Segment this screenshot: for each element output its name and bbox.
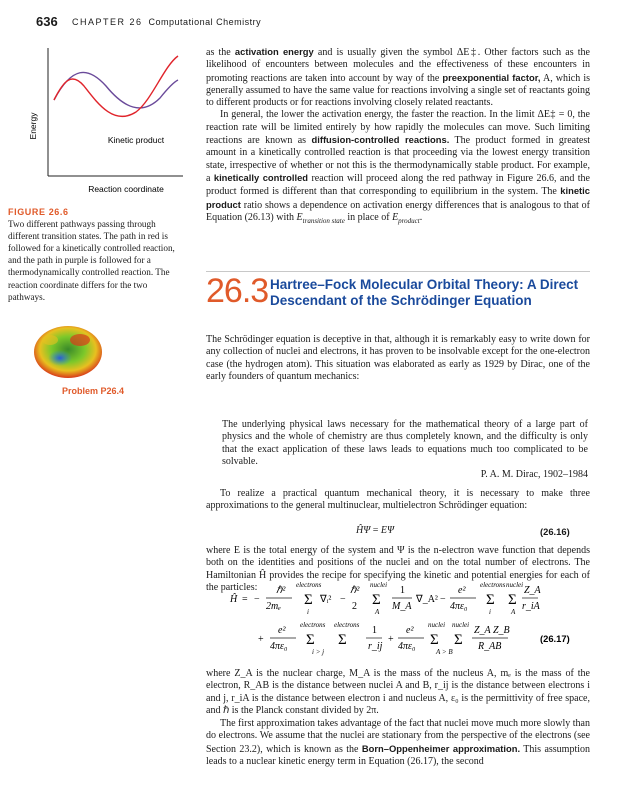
eq2-ZAZB: Z_A Z_B [474,625,510,636]
term-activation-energy: activation energy [234,46,314,57]
paragraph-3: The Schrödinger equation is deceptive in that, although it is remarkably easy to write down for any collection of nuclei and electrons, it has proven to be insolvable except for the one-electron case (the hydrogen atom). This situation was elaborated as early as 1929 by Dirac, one of the early founders of quantum mechanics: [206,334,590,382]
eq2-equals: = [242,594,248,605]
thermodynamic-path-curve [54,72,178,108]
eq2-4pieps-2: 4πε₀ [270,641,288,652]
intro-paragraphs [206,46,590,227]
chapter-label: CHAPTER 26 [72,17,143,27]
p2-text-2: The product formed in greatest amount in a kinetically controlled reaction is that proceeding via the lowest energy transition state, irrespective of whether or not this is the thermodynamically stable product. For example, a [206,135,590,184]
eq2-ZA: Z_A [524,585,541,596]
p2-subscript-1: transition state [302,216,345,225]
equation-number-26-16: (26.16) [540,526,570,537]
eq2-one-1: 1 [400,585,405,596]
paragraph-6: where Z_A is the nuclear charge, M_A is the mass of the nucleus A, mₑ is the mass of the electron, R_AB is the distance between nuclei A and B, r_ij is the distance between electrons i and j, r_iA is the distance between electron i and nucleus A, ε₀ is the permittivity of free space, and ℏ is the Planck constant divided by 2π. [206,668,590,716]
eq2-4pieps-3: 4πε₀ [398,641,416,652]
eq2-MA: M_A [392,601,412,612]
eq2-riA: r_iA [522,601,540,612]
term-kinetically-controlled: kinetically controlled [213,171,309,183]
eq2-sum-label-electrons-1: electrons [296,581,322,589]
eq1-equals: = [372,525,379,536]
eq2-sum-index-i-2: i [489,608,491,616]
eq2-e2-3: e² [406,625,414,636]
p2-text-1: In general, the lower the activation energy, the faster the reaction. In the limit ΔE‡ = 0, the reaction rate will be limited entirely by how rapidly the molecules can move. Such limiting reactions are known as [206,109,590,147]
quote-attribution: P. A. M. Dirac, 1902–1984 [480,469,588,480]
eq2-sum-6: Σ [338,632,347,648]
term-kinetic-product: kinetic product [206,185,590,210]
energy-diagram-figure [28,46,188,196]
chapter-title: Computational Chemistry [148,17,262,27]
figure-caption-label: FIGURE 26.6 [8,207,69,217]
eq2-sum-index-A-2: A [511,608,516,616]
equation-number-26-17: (26.17) [540,633,570,644]
eq2-e2-2: e² [278,625,286,636]
eq2-sum-index-i-1: i [307,608,309,616]
eq2-minus-2: − [340,594,346,605]
eq2-hbar2-1: ℏ² [276,585,286,596]
x-axis-label: Reaction coordinate [88,184,164,194]
paragraph-1 [206,46,590,109]
eq2-sum-label-nuclei-2: nuclei [506,581,524,589]
paragraph-5: where E is the total energy of the system and Ψ is the n-electron wave function that depends both on the identities and positions of the nuclei and on the total number of electrons. The Hamiltonian Ĥ provides the recipe for specifying the kinetic and potential energies for each of the particles: [206,545,590,593]
eq2-sum-4: Σ [508,592,517,608]
eq1-psi: Ψ [363,525,371,536]
equation-26-16 [356,525,394,536]
paragraph-2 [206,109,590,227]
p7-text-1: The first approximation takes advantage of the fact that nuclei move much more slowly than do electrons. We assume that the nuclei are stationary from the perspective of the electrons (see Section 23.2), which is known as the [206,718,590,755]
section-title: Hartree–Fock Molecular Orbital Theory: A Direct Descendant of the Schrödinger Equation [270,277,579,308]
running-header [72,17,261,27]
eq2-sum-label-electrons-4: electrons [334,621,360,629]
p1-text-3: A, which is generally assumed to have the same value for reactions involving a single set of reactants going to different products or for reactions involving closely related reactants. [206,72,590,109]
eq1-rhs: EΨ [380,525,395,536]
eq2-sum-8: Σ [454,632,463,648]
eq2-minus-3: − [440,594,446,605]
p2-text-6: . [419,211,423,223]
p2-subscript-2: product [398,216,420,225]
figure-caption [8,206,184,303]
p2-e-symbol-1: E [296,211,303,223]
p2-text-5: in place of [344,211,393,223]
eq2-sum-index-A-1: A [375,608,380,616]
eq2-minus-1: − [254,594,260,605]
p2-text-4: ratio shows a dependence on activation energy differences that is analogous to that of Equation (26.13) with [206,199,590,223]
figure-caption-text: Two different pathways passing through different transition states. The path in red is followed for a kinetically controlled reaction, and the path in purple is followed for a thermodynamically controlled reaction. The reaction coordinate differs for the two pathways. [8,219,175,302]
curve-label: Kinetic product [107,135,165,145]
eq2-4pieps-1: 4πε₀ [450,601,468,612]
term-born-oppenheimer: Born–Oppenheimer approximation. [361,742,521,754]
eq2-RAB: R_AB [478,641,502,652]
eq2-sum-5: Σ [306,632,315,648]
paragraph-7 [206,718,590,768]
eq2-nabla-A: ∇_A² [416,594,438,605]
eq2-rij: r_ij [368,641,383,652]
p2-text-3: reaction will proceed along the red pathway in Figure 26.6, and the product formed is different than that corresponding to equilibrium in the system. The [206,172,590,198]
eq2-sum-index-i-gt-j: i > j [312,648,325,656]
eq2-sum-label-electrons-3: electrons [300,621,326,629]
eq2-sum-label-nuclei-1: nuclei [370,581,388,589]
paragraph-4: To realize a practical quantum mechanical theory, it is necessary to make three approximations to the general multinuclear, multielectron Schrödinger equation: [206,488,590,512]
kinetic-path-curve [54,56,178,116]
eq2-e2-1: e² [458,585,466,596]
eq2-two: 2 [352,601,357,612]
eq2-sum-3: Σ [486,592,495,608]
electrostatic-potential-molecule-image [30,318,106,384]
eq2-hbar2-2: ℏ² [350,585,360,596]
eq2-sum-7: Σ [430,632,439,648]
p2-e-symbol-2: E [392,211,399,223]
eq2-sum-label-nuclei-4: nuclei [452,621,470,629]
eq2-sum-label-electrons-2: electrons [480,581,506,589]
eq1-hamiltonian: Ĥ [356,525,364,536]
eq2-plus-1: + [258,634,264,645]
eq2-one-2: 1 [372,625,377,636]
eq2-plus-2: + [388,634,394,645]
p1-text-1: as the [206,47,235,58]
eq2-sum-1: Σ [304,592,313,608]
eq2-sum-index-A-gt-B: A > B [436,648,453,656]
problem-label: Problem P26.4 [62,386,125,396]
p7-text-2: This assumption leads to a nuclear kinetic energy term in Equation (26.17), the second [206,743,590,767]
term-preexponential-factor: preexponential factor, [442,71,541,83]
eq2-sum-2: Σ [372,592,381,608]
eq2-2me: 2mₑ [266,601,281,612]
eq2-hamiltonian: Ĥ [230,594,238,605]
y-axis-label: Energy [28,112,38,140]
dirac-quote: The underlying physical laws necessary for the mathematical theory of a large part of physics and the whole of chemistry are thus completely known, and the difficulty is only that the exact application of these laws leads to equations much too complicated to be solvable. [222,419,588,467]
eq2-sum-label-nuclei-3: nuclei [428,621,446,629]
p1-text-2: and is usually given the symbol ΔE‡. Other factors such as the likelihood of encounters between molecules and the effectiveness of these encounters in promoting reactions are taken into account by way of the [206,47,590,84]
eq2-nabla-i: ∇ᵢ² [320,594,332,605]
page-number: 636 [36,14,58,29]
section-number: 26.3 [206,272,269,310]
equation-26-17 [226,576,596,656]
term-diffusion-controlled: diffusion-controlled reactions. [311,134,450,146]
